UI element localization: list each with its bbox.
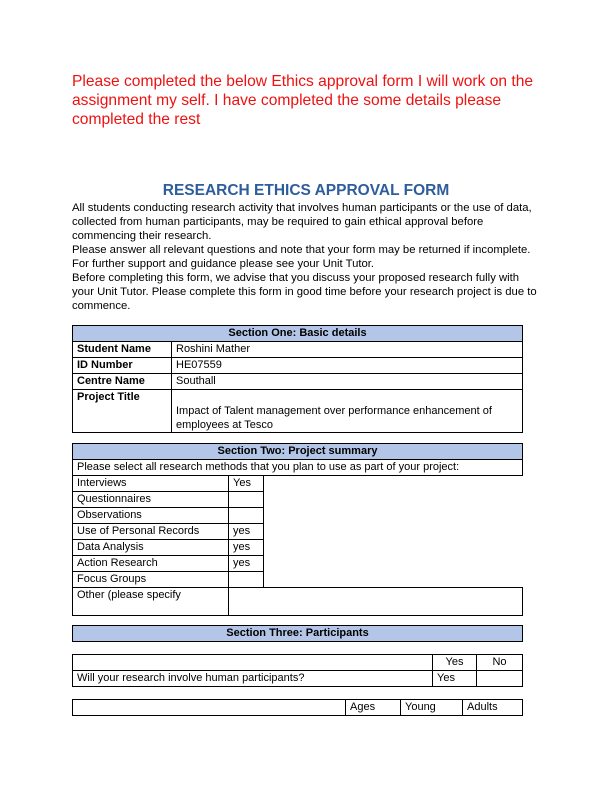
intro-paragraph: Please answer all relevant questions and note that your form may be returned if incomplete.: [72, 244, 531, 256]
form-title: RESEARCH ETHICS APPROVAL FORM: [162, 182, 450, 199]
method-value-field[interactable]: [229, 508, 264, 524]
intro-text: [72, 201, 544, 313]
intro-paragraph: Before completing this form, we advise that you discuss your proposed research fully with your Unit Tutor. Please complete this form in good time before your research project is due to commence.: [72, 272, 537, 312]
table-row: [73, 700, 523, 716]
student-name-field[interactable]: Roshini Mather: [172, 342, 523, 358]
project-title-label: Project Title: [73, 390, 172, 433]
basic-details-table: [72, 325, 523, 433]
method-value-field[interactable]: yes: [229, 524, 264, 540]
table-row: [73, 476, 523, 492]
human-participants-no-field[interactable]: [477, 671, 523, 687]
no-column-header: No: [477, 655, 523, 671]
table-row: [73, 390, 523, 433]
centre-name-field[interactable]: Southall: [172, 374, 523, 390]
method-label: Other (please specify: [73, 588, 229, 616]
intro-paragraph: For further support and guidance please see your Unit Tutor.: [72, 258, 375, 270]
yes-column-header: Yes: [433, 655, 477, 671]
method-label: Questionnaires: [73, 492, 229, 508]
centre-name-label: Centre Name: [73, 374, 172, 390]
method-label: Interviews: [73, 476, 229, 492]
participants-header-table: [72, 625, 523, 642]
participant-ages-table: [72, 699, 523, 716]
method-value-field[interactable]: yes: [229, 540, 264, 556]
other-method-field[interactable]: [229, 588, 523, 616]
instruction-note: Please completed the below Ethics approval form I will work on the assignment my self. I have completed the some details please completed the rest: [72, 73, 534, 128]
method-value-field[interactable]: [229, 492, 264, 508]
human-participants-question: Will your research involve human participants?: [73, 671, 433, 687]
participants-question-table: [72, 654, 523, 687]
section-three-header: Section Three: Participants: [73, 626, 523, 642]
method-label: Observations: [73, 508, 229, 524]
method-label: Action Research: [73, 556, 229, 572]
table-row: [73, 374, 523, 390]
human-participants-yes-field[interactable]: Yes: [433, 671, 477, 687]
method-value-field[interactable]: yes: [229, 556, 264, 572]
student-name-label: Student Name: [73, 342, 172, 358]
method-label: Use of Personal Records: [73, 524, 229, 540]
table-row: [73, 358, 523, 374]
project-summary-table: [72, 443, 523, 616]
section-one-header: Section One: Basic details: [73, 326, 523, 342]
table-row: [73, 588, 523, 616]
methods-instruction: Please select all research methods that you plan to use as part of your project:: [73, 460, 523, 476]
table-row: [73, 671, 523, 687]
id-number-field[interactable]: HE07559: [172, 358, 523, 374]
table-row: [73, 655, 523, 671]
adults-label: Adults: [463, 700, 523, 716]
project-title-field[interactable]: Impact of Talent management over performance enhancement of employees at Tesco: [172, 390, 523, 433]
method-value-field[interactable]: [229, 572, 264, 588]
section-two-header: Section Two: Project summary: [73, 444, 523, 460]
id-number-label: ID Number: [73, 358, 172, 374]
young-label: Young: [401, 700, 463, 716]
method-label: Data Analysis: [73, 540, 229, 556]
table-row: [73, 342, 523, 358]
method-value-field[interactable]: Yes: [229, 476, 264, 492]
method-label: Focus Groups: [73, 572, 229, 588]
intro-paragraph: All students conducting research activity that involves human participants or the use of data, collected from human participants, may be required to gain ethical approval before commencing their research.: [72, 202, 532, 242]
ages-label: Ages: [346, 700, 401, 716]
